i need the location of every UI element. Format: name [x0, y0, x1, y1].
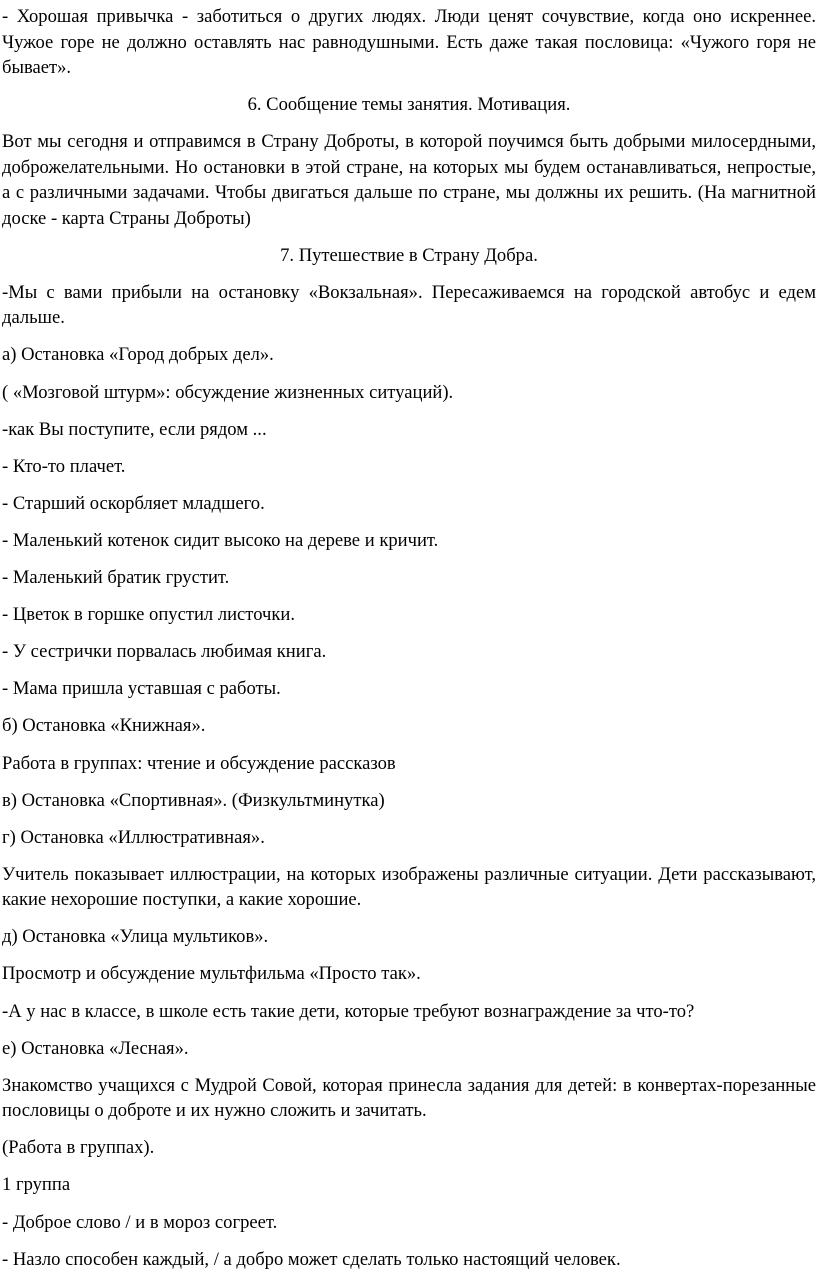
paragraph-illustrations: Учитель показывает иллюстрации, на которых изображены различные ситуации. Дети рассказывают, какие нехорошие поступки, а какие хорошие. [2, 863, 816, 911]
question-line: -как Вы поступите, если рядом ... [2, 418, 267, 440]
paragraph-wise-owl: Знакомство учащихся с Мудрой Совой, которая принесла задания для детей: в конвертах-порезанные пословицы о доброте и их нужно сложить и зачитать. [2, 1074, 816, 1122]
station-e: д) Остановка «Улица мультиков». [2, 926, 269, 948]
heading-topic-motivation: 6. Сообщение темы занятия. Мотивация. [247, 94, 571, 116]
paragraph-habit-of-caring: - Хорошая привычка - заботиться о других людях. Люди ценят сочувствие, когда оно искреннее. Чужое горе не должно оставлять нас равнодушными. Есть даже такая пословица: «Чужого горя не бывает». [2, 6, 816, 78]
brainstorm-note: ( «Мозговой штурм»: обсуждение жизненных ситуаций). [2, 381, 454, 403]
proverb-item: - Назло способен каждый, / а добро может сделать только настоящий человек. [2, 1248, 621, 1270]
station-c: в) Остановка «Спортивная». (Физкультминутка) [2, 789, 385, 811]
situation-item: - Мама пришла уставшая с работы. [2, 678, 281, 700]
group-1-label: 1 группа [2, 1174, 71, 1196]
situation-item: - Кто-то плачет. [2, 455, 126, 477]
heading-journey: 7. Путешествие в Страну Добра. [280, 244, 538, 266]
question-rewards: -А у нас в классе, в школе есть такие дети, которые требуют вознаграждение за что-то? [2, 1000, 695, 1022]
station-f: е) Остановка «Лесная». [2, 1037, 189, 1059]
situation-item: - У сестрички порвалась любимая книга. [2, 641, 327, 663]
situation-item: - Маленький котенок сидит высоко на дереве и кричит. [2, 529, 439, 551]
station-b: б) Остановка «Книжная». [2, 715, 206, 737]
paragraph-station-vokzalnaya: -Мы с вами прибыли на остановку «Вокзальная». Пересаживаемся на городской автобус и едем дальше. [2, 281, 816, 329]
cartoon-note: Просмотр и обсуждение мультфильма «Просто так». [2, 963, 421, 985]
paragraph-country-of-kindness: Вот мы сегодня и отправимся в Страну Доброты, в которой поучимся быть добрыми милосердными, доброжелательными. Но остановки в этой стране, на которых мы будем останавливаться, непростые, а с различными задачами. Чтобы двигаться дальше по стране, мы должны их решить. (На магнитной доске - карта Страны Доброты) [2, 131, 816, 229]
proverb-item: - Доброе слово / и в мороз согреет. [2, 1211, 278, 1233]
station-d: г) Остановка «Иллюстративная». [2, 826, 265, 848]
situation-item: - Старший оскорбляет младшего. [2, 492, 265, 514]
group-work-label: (Работа в группах). [2, 1137, 155, 1159]
situation-item: - Цветок в горшке опустил листочки. [2, 604, 295, 626]
group-work-note: Работа в группах: чтение и обсуждение рассказов [2, 752, 396, 774]
situation-item: - Маленький братик грустит. [2, 567, 230, 589]
station-a: а) Остановка «Город добрых дел». [2, 344, 274, 366]
